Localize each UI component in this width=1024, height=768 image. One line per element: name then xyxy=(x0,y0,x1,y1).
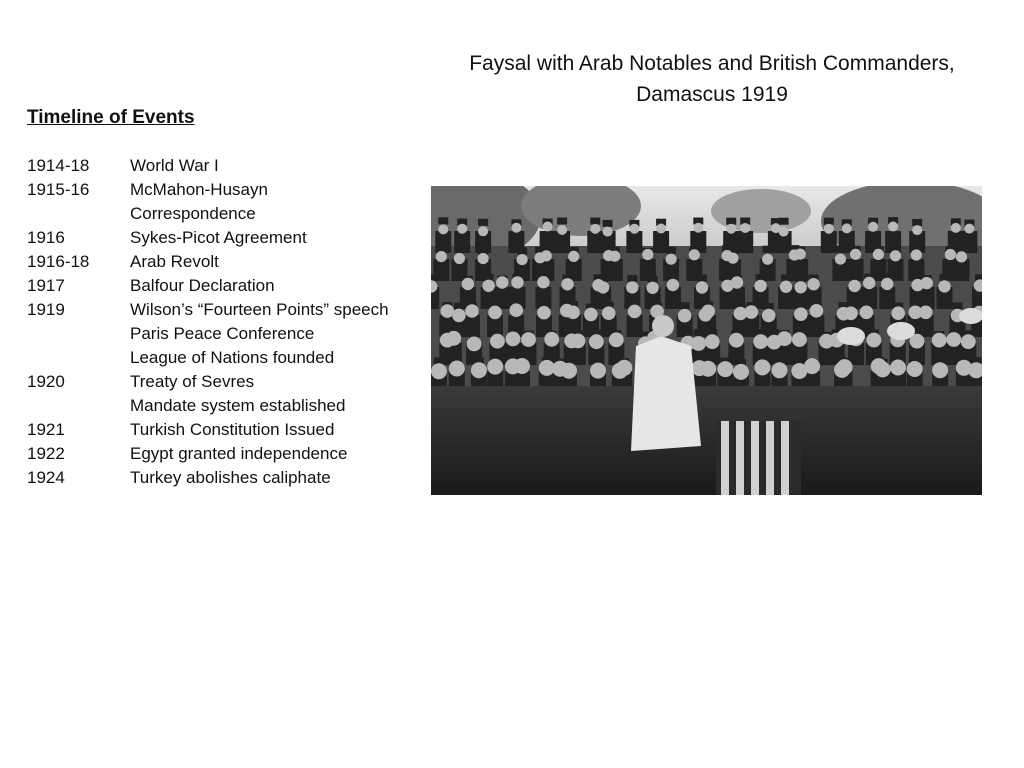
timeline-heading: Timeline of Events xyxy=(27,107,195,128)
timeline-event: Correspondence xyxy=(130,204,256,223)
timeline-event: Mandate system established xyxy=(130,396,346,415)
timeline-event: Turkey abolishes caliphate xyxy=(130,468,331,487)
timeline-event: Egypt granted independence xyxy=(130,444,348,463)
timeline-year xyxy=(27,346,130,370)
timeline-event: McMahon-Husayn xyxy=(130,180,268,199)
photo-caption-line-1: Faysal with Arab Notables and British Commanders, xyxy=(469,52,955,75)
timeline-year: 1915-16 xyxy=(27,180,90,199)
timeline-row xyxy=(27,442,389,466)
timeline-event: Treaty of Sevres xyxy=(130,372,255,391)
timeline-row xyxy=(27,250,389,274)
timeline-row xyxy=(27,202,389,226)
timeline-row xyxy=(27,322,389,346)
timeline-event: Sykes-Picot Agreement xyxy=(130,228,307,247)
timeline-year xyxy=(27,394,130,418)
timeline-event: Arab Revolt xyxy=(130,252,219,271)
timeline-row xyxy=(27,466,389,490)
group-photograph-image xyxy=(431,186,982,495)
timeline-year xyxy=(27,202,130,226)
timeline-year: 1924 xyxy=(27,468,65,487)
timeline-year: 1919 xyxy=(27,300,65,319)
timeline-event: Wilson’s “Fourteen Points” speech xyxy=(130,300,389,319)
timeline-row xyxy=(27,394,389,418)
timeline-event: Paris Peace Conference xyxy=(130,324,315,343)
timeline-year: 1921 xyxy=(27,420,65,439)
photo-caption-line-2: Damascus 1919 xyxy=(636,83,788,106)
timeline-event: World War I xyxy=(130,156,219,175)
timeline-year: 1914-18 xyxy=(27,156,90,175)
timeline-year xyxy=(27,322,130,346)
timeline-year: 1920 xyxy=(27,372,65,391)
timeline-row xyxy=(27,226,389,250)
timeline-year: 1916 xyxy=(27,228,65,247)
timeline-row xyxy=(27,154,389,178)
timeline-event: Turkish Constitution Issued xyxy=(130,420,335,439)
timeline-row xyxy=(27,274,389,298)
timeline-list xyxy=(27,154,389,490)
timeline-event: League of Nations founded xyxy=(130,348,335,367)
timeline-year: 1917 xyxy=(27,276,65,295)
photo-caption xyxy=(432,48,992,110)
timeline-row xyxy=(27,298,389,322)
timeline-year: 1922 xyxy=(27,444,65,463)
timeline-row xyxy=(27,418,389,442)
group-photograph xyxy=(431,186,982,495)
timeline-row xyxy=(27,370,389,394)
timeline-year: 1916-18 xyxy=(27,252,90,271)
timeline-row xyxy=(27,346,389,370)
timeline-row xyxy=(27,178,389,202)
timeline-event: Balfour Declaration xyxy=(130,276,275,295)
